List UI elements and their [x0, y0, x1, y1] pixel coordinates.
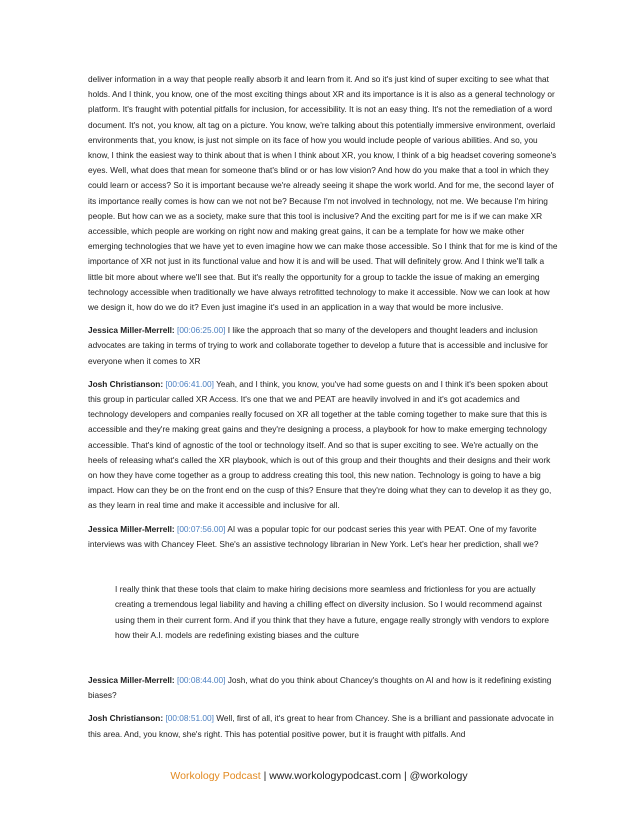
transcript-paragraph: [88, 323, 558, 369]
transcript-paragraph: [88, 377, 558, 514]
paragraph-text: AI was a popular topic for our podcast series this year with PEAT. One of my favorite interviews was with Chancey Fleet. She's an assistive technology librarian in New York. Let's hear her prediction, shall we?: [88, 523, 539, 549]
timestamp: [00:07:56.00]: [177, 523, 226, 534]
speaker-name: Jessica Miller-Merrell:: [88, 523, 175, 534]
paragraph-text: Yeah, and I think, you know, you've had some guests on and I think it's been spoken about this group in particular called XR Access. It's one that we and PEAT are heavily involved in and it's got academics and technology developers and companies really focused on XR all together at the table coming together to make sure that this is accessible and they're making great gains and they're designing a process, a playbook for how to make emerging technology accessible. That's kind of agnostic of the tool or technology itself. And so that is super exciting to see. We're actually on the heels of releasing what's called the XR playbook, which is out of this group and their thoughts and their designs and their work on how they have come together as a group to address creating this tool, this new nation. Technology is going to have a big impact. How can they be on the front end on the cusp of this? Ensure that they're doing what they can to develop it as they go, as they learn in real time and make it accessible and inclusive for all.: [88, 378, 552, 511]
timestamp: [00:06:25.00]: [177, 325, 226, 336]
timestamp: [00:08:44.00]: [177, 674, 226, 685]
timestamp: [00:06:41.00]: [165, 378, 214, 389]
transcript-paragraph: [88, 522, 558, 552]
speaker-name: Jessica Miller-Merrell:: [88, 325, 175, 336]
transcript-paragraph: [88, 711, 558, 741]
paragraph-text: deliver information in a way that people really absorb it and learn from it. And so it's just kind of super exciting to see what that holds. And I think, you know, one of the most exciting things about XR and its importance is it is also as a general technology or platform. It's fraught with potential pitfalls for inclusion, for accessibility. It is not an easy thing. It's not the remediation of a word document. It's not, you know, alt tag on a picture. You know, we're talking about this potentially immersive environment, overlaid environments that, you know, is just not simple on its face of how you would include people of various abilities. And so, you know, I think the easiest way to think about that is when I think about XR, you know, I think of a big headset covering someone's eyes. Well, what does that mean for someone that's blind or or has low vision? And how do you make that a tool in which they could learn or access? So it is important because we're already seeing it shape the work world. And for me, the second layer of its importance really comes is how can we not not be? Because I'm not involved in technology, not me. We because I'm hiring people. But how can we as a society, make sure that this tool is inclusive? And the exciting part for me is if we can make XR accessible, which people are working on right now and making great gains, it can be a template for how we make other emerging technologies that we have yet to even imagine how we can make those accessible. So I think that for me is kind of the importance of XR not just in its functional value and how it is and will be used. That will definitely grow. And I think we'll talk a little bit more about where we'll see that. But it's really the opportunity for a group to tackle the issue of making an emerging technology accessible when traditionally we have always retrofitted technology to make it accessible. Now we can look at how we design it, how do we do it? Even just imagine it's used in an application in a way that would be more inclusive.: [88, 74, 558, 313]
transcript-paragraph: [88, 72, 558, 315]
footer-brand-link[interactable]: Workology Podcast: [170, 770, 261, 782]
speaker-name: Jessica Miller-Merrell:: [88, 674, 175, 685]
quote-block: I really think that these tools that claim to make hiring decisions more seamless and frictionless for you are actually creating a tremendous legal liability and having a chilling effect on diversity inclusion. So I would recommend against using them in their current form. And if you think that they have a future, engage really strongly with vendors to explore how their A.I. models are redefining existing biases and the culture: [115, 584, 549, 640]
paragraph-text: Well, first of all, it's great to hear from Chancey. She is a brilliant and passionate advocate in this area. And, you know, she's right. This has potential positive power, but it is fraught with pitfalls. And: [88, 713, 554, 739]
transcript-page: [88, 72, 558, 750]
transcript-paragraph: [88, 673, 558, 703]
speaker-name: Josh Christianson:: [88, 378, 164, 389]
footer-links: | www.workologypodcast.com | @workology: [260, 770, 468, 782]
speaker-name: Josh Christianson:: [88, 713, 164, 724]
paragraph-text: Josh, what do you think about Chancey's thoughts on AI and how is it redefining existing biases?: [88, 674, 552, 701]
timestamp: [00:08:51.00]: [165, 713, 214, 724]
page-footer: [0, 770, 638, 782]
paragraph-text: I like the approach that so many of the developers and thought leaders and inclusion advocates are taking in terms of trying to work and collaborate together to develop a future that is accessible and inclusive for everyone when it comes to XR: [88, 325, 548, 366]
